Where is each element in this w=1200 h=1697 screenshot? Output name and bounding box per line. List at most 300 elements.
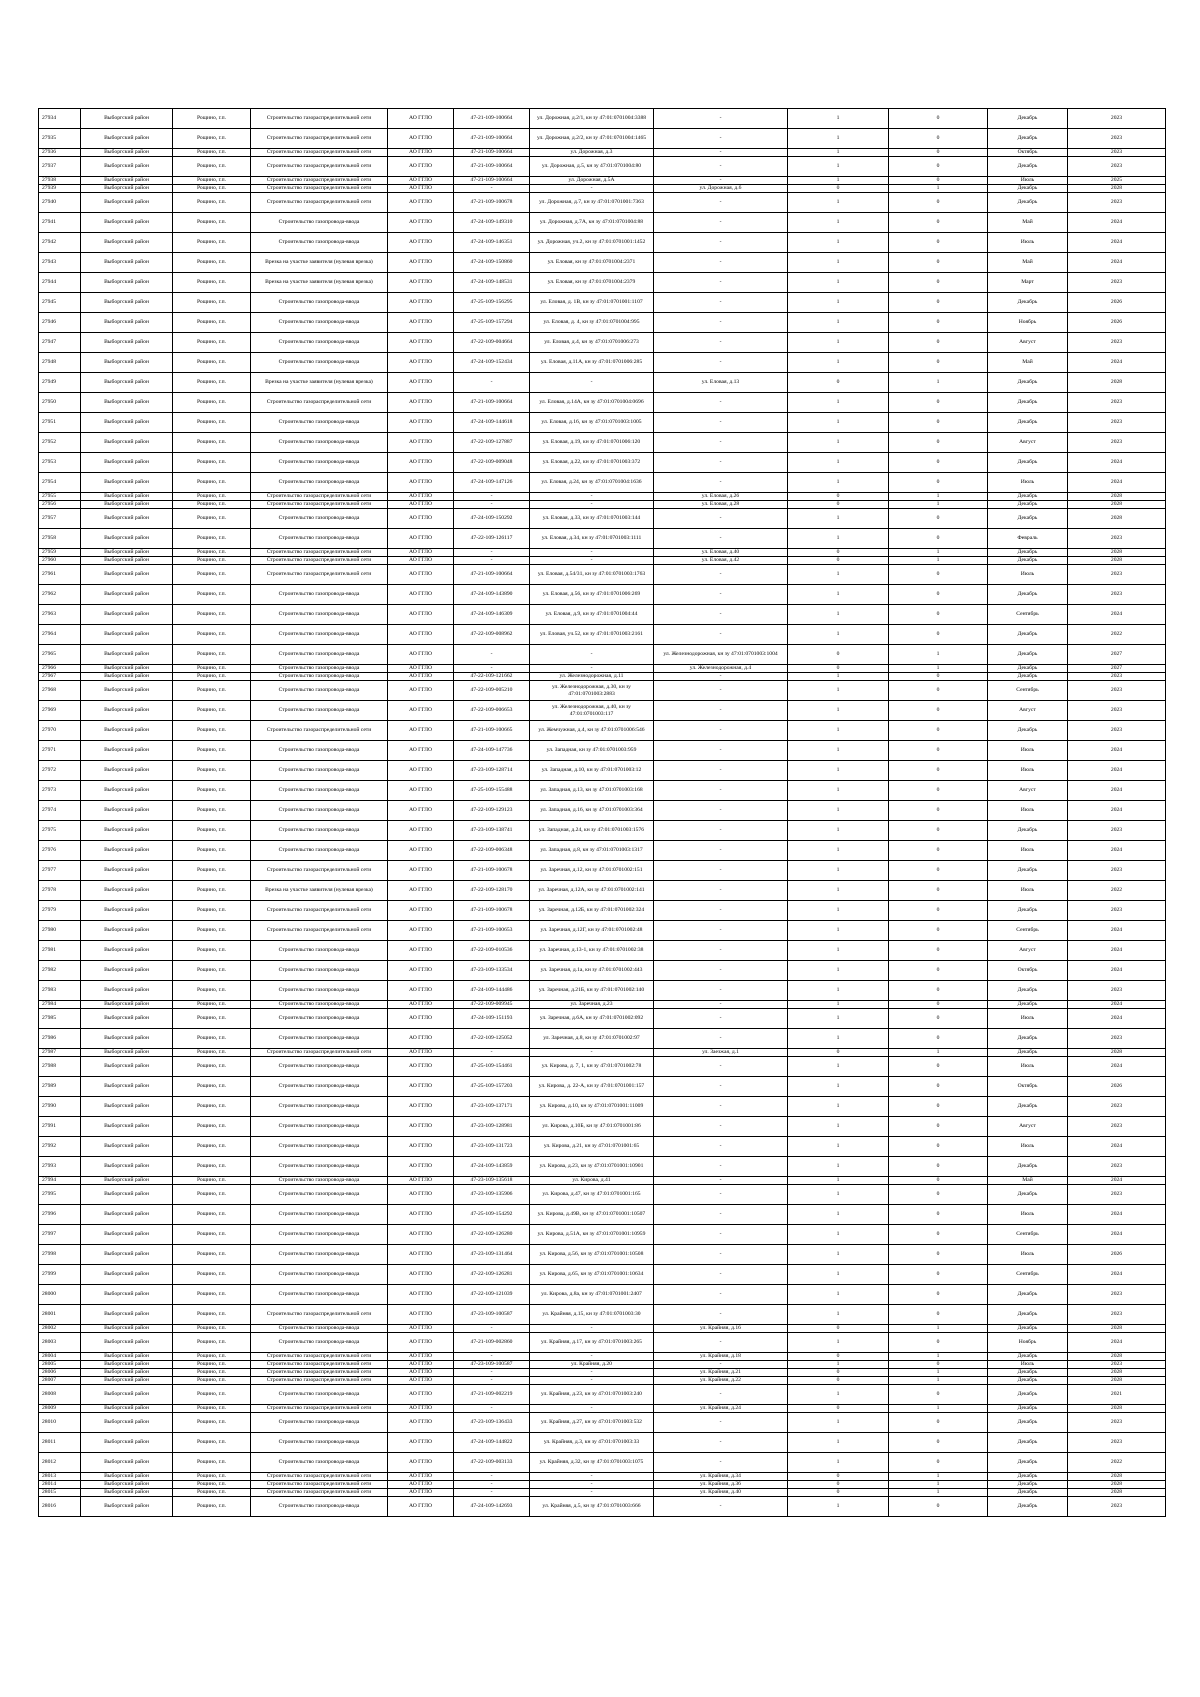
table-row bbox=[39, 549, 1166, 557]
cell-count-connected: 1 bbox=[788, 721, 889, 741]
cell-year: 2024 bbox=[1068, 1333, 1166, 1353]
cell-row-number: 27989 bbox=[39, 1077, 81, 1097]
cell-address-cadastral: ул. Еловая, д.14А, кн зу 47:01:0701004:0696 bbox=[530, 393, 654, 413]
cell-application-number: 47-22-109-126280 bbox=[454, 1225, 530, 1245]
cell-year: 2028 bbox=[1068, 493, 1166, 501]
cell-count-planned: 1 bbox=[889, 1369, 988, 1377]
cell-address-planned: - bbox=[654, 157, 788, 177]
cell-application-number: 47-25-109-156295 bbox=[454, 293, 530, 313]
cell-row-number: 27934 bbox=[39, 109, 81, 129]
cell-month: Сентябрь bbox=[988, 681, 1068, 701]
table-row bbox=[39, 1117, 1166, 1137]
cell-settlement: Рощино, г.п. bbox=[173, 1473, 251, 1481]
cell-district: Выборгский район bbox=[81, 1353, 173, 1361]
cell-organization: АО ГГЛО bbox=[388, 1057, 454, 1077]
cell-count-planned: 0 bbox=[889, 393, 988, 413]
cell-settlement: Рощино, г.п. bbox=[173, 393, 251, 413]
cell-count-planned: 1 bbox=[889, 1489, 988, 1497]
cell-settlement: Рощино, г.п. bbox=[173, 1433, 251, 1453]
cell-application-number: 47-22-109-009048 bbox=[454, 453, 530, 473]
cell-month: Ноябрь bbox=[988, 1333, 1068, 1353]
cell-year: 2024 bbox=[1068, 253, 1166, 273]
cell-row-number: 27971 bbox=[39, 741, 81, 761]
cell-district: Выборгский район bbox=[81, 393, 173, 413]
cell-application-number: 47-25-109-157294 bbox=[454, 313, 530, 333]
cell-count-connected: 1 bbox=[788, 1177, 889, 1185]
cell-address-planned: - bbox=[654, 1305, 788, 1325]
cell-settlement: Рощино, г.п. bbox=[173, 373, 251, 393]
cell-row-number: 27958 bbox=[39, 529, 81, 549]
cell-work-type: Строительство газораспределительной сети bbox=[251, 177, 388, 185]
cell-work-type: Строительство газораспределительной сети bbox=[251, 1377, 388, 1385]
cell-organization: АО ГГЛО bbox=[388, 453, 454, 473]
cell-row-number: 27940 bbox=[39, 193, 81, 213]
cell-settlement: Рощино, г.п. bbox=[173, 605, 251, 625]
cell-organization: АО ГГЛО bbox=[388, 821, 454, 841]
cell-organization: АО ГГЛО bbox=[388, 509, 454, 529]
cell-month: Декабрь bbox=[988, 1413, 1068, 1433]
cell-count-connected: 1 bbox=[788, 941, 889, 961]
cell-application-number: 47-25-109-154292 bbox=[454, 1205, 530, 1225]
cell-address-cadastral: ул. Еловая, д.19, кн зу 47:01:0701006:120 bbox=[530, 433, 654, 453]
cell-count-planned: 0 bbox=[889, 273, 988, 293]
table-row bbox=[39, 1453, 1166, 1473]
cell-address-planned: ул. Крайняя, д.21 bbox=[654, 1369, 788, 1377]
cell-address-cadastral: ул. Еловая, д.11А, кн зу 47:01:0701006:285 bbox=[530, 353, 654, 373]
cell-count-planned: 0 bbox=[889, 565, 988, 585]
cell-address-planned: - bbox=[654, 721, 788, 741]
table-row bbox=[39, 313, 1166, 333]
cell-month: Август bbox=[988, 433, 1068, 453]
cell-month: Май bbox=[988, 253, 1068, 273]
table-row bbox=[39, 1205, 1166, 1225]
cell-address-planned: - bbox=[654, 605, 788, 625]
cell-year: 2023 bbox=[1068, 861, 1166, 881]
cell-settlement: Рощино, г.п. bbox=[173, 1413, 251, 1433]
cell-address-planned: ул. Еловая, д.28 bbox=[654, 501, 788, 509]
cell-organization: АО ГГЛО bbox=[388, 557, 454, 565]
cell-address-cadastral: ул. Заречная, д.8, кн зу 47:01:0701002:97 bbox=[530, 1029, 654, 1049]
table-row bbox=[39, 761, 1166, 781]
cell-address-planned: - bbox=[654, 193, 788, 213]
cell-application-number: 47-23-109-131464 bbox=[454, 1245, 530, 1265]
cell-organization: АО ГГЛО bbox=[388, 1049, 454, 1057]
cell-organization: АО ГГЛО bbox=[388, 353, 454, 373]
cell-address-cadastral: - bbox=[530, 1353, 654, 1361]
cell-count-planned: 1 bbox=[889, 1405, 988, 1413]
cell-settlement: Рощино, г.п. bbox=[173, 1369, 251, 1377]
cell-year: 2024 bbox=[1068, 213, 1166, 233]
cell-row-number: 27973 bbox=[39, 781, 81, 801]
cell-application-number: 47-22-109-121039 bbox=[454, 1285, 530, 1305]
table-row bbox=[39, 941, 1166, 961]
cell-organization: АО ГГЛО bbox=[388, 1137, 454, 1157]
cell-row-number: 28013 bbox=[39, 1473, 81, 1481]
cell-address-planned: - bbox=[654, 1009, 788, 1029]
cell-settlement: Рощино, г.п. bbox=[173, 473, 251, 493]
cell-application-number: 47-24-109-142693 bbox=[454, 1497, 530, 1517]
cell-organization: АО ГГЛО bbox=[388, 1369, 454, 1377]
cell-work-type: Строительство газопровода-ввода bbox=[251, 1453, 388, 1473]
cell-address-planned: ул. Крайняя, д.36 bbox=[654, 1481, 788, 1489]
cell-address-planned: - bbox=[654, 861, 788, 881]
cell-count-planned: 0 bbox=[889, 1097, 988, 1117]
cell-month: Июль bbox=[988, 1009, 1068, 1029]
cell-count-connected: 1 bbox=[788, 433, 889, 453]
cell-year: 2023 bbox=[1068, 149, 1166, 157]
cell-district: Выборгский район bbox=[81, 681, 173, 701]
cell-count-planned: 0 bbox=[889, 509, 988, 529]
cell-application-number: 47-21-109-100664 bbox=[454, 565, 530, 585]
cell-address-planned: - bbox=[654, 1097, 788, 1117]
cell-settlement: Рощино, г.п. bbox=[173, 177, 251, 185]
cell-address-planned: - bbox=[654, 1057, 788, 1077]
table-row bbox=[39, 585, 1166, 605]
cell-address-cadastral: ул. Железнодорожная, д.30, кн зу 47:01:0701003:2883 bbox=[530, 681, 654, 701]
cell-count-planned: 0 bbox=[889, 721, 988, 741]
cell-row-number: 27957 bbox=[39, 509, 81, 529]
cell-district: Выборгский район bbox=[81, 1377, 173, 1385]
cell-month: Декабрь bbox=[988, 585, 1068, 605]
cell-row-number: 27964 bbox=[39, 625, 81, 645]
cell-year: 2023 bbox=[1068, 1029, 1166, 1049]
cell-count-connected: 1 bbox=[788, 333, 889, 353]
cell-work-type: Строительство газопровода-ввода bbox=[251, 529, 388, 549]
cell-month: Июль bbox=[988, 1137, 1068, 1157]
cell-count-connected: 0 bbox=[788, 1489, 889, 1497]
cell-row-number: 27980 bbox=[39, 921, 81, 941]
cell-month: Август bbox=[988, 1117, 1068, 1137]
cell-month: Июль bbox=[988, 1057, 1068, 1077]
cell-year: 2026 bbox=[1068, 293, 1166, 313]
cell-address-planned: ул. Крайняя, д.22 bbox=[654, 1377, 788, 1385]
cell-district: Выборгский район bbox=[81, 781, 173, 801]
table-row bbox=[39, 1405, 1166, 1413]
cell-district: Выборгский район bbox=[81, 565, 173, 585]
cell-district: Выборгский район bbox=[81, 961, 173, 981]
cell-month: Декабрь bbox=[988, 157, 1068, 177]
cell-row-number: 28010 bbox=[39, 1413, 81, 1433]
cell-district: Выборгский район bbox=[81, 413, 173, 433]
cell-row-number: 27939 bbox=[39, 185, 81, 193]
cell-year: 2023 bbox=[1068, 109, 1166, 129]
cell-month: Июль bbox=[988, 473, 1068, 493]
cell-count-planned: 1 bbox=[889, 373, 988, 393]
cell-address-planned: - bbox=[654, 961, 788, 981]
cell-district: Выборгский район bbox=[81, 177, 173, 185]
cell-organization: АО ГГЛО bbox=[388, 1453, 454, 1473]
cell-year: 2023 bbox=[1068, 1097, 1166, 1117]
table-row bbox=[39, 1385, 1166, 1405]
cell-district: Выборгский район bbox=[81, 501, 173, 509]
cell-address-planned: - bbox=[654, 821, 788, 841]
cell-work-type: Строительство газопровода-ввода bbox=[251, 1185, 388, 1205]
cell-organization: АО ГГЛО bbox=[388, 1385, 454, 1405]
cell-address-planned: ул. Еловая, д.42 bbox=[654, 557, 788, 565]
cell-count-planned: 0 bbox=[889, 1117, 988, 1137]
cell-count-planned: 0 bbox=[889, 1265, 988, 1285]
cell-application-number: 47-24-109-143890 bbox=[454, 585, 530, 605]
table-row bbox=[39, 565, 1166, 585]
table-row bbox=[39, 781, 1166, 801]
cell-count-connected: 1 bbox=[788, 881, 889, 901]
cell-address-planned: - bbox=[654, 1225, 788, 1245]
cell-year: 2024 bbox=[1068, 453, 1166, 473]
cell-address-planned: ул. Крайняя, д.18 bbox=[654, 1353, 788, 1361]
cell-year: 2023 bbox=[1068, 585, 1166, 605]
table-row bbox=[39, 1265, 1166, 1285]
cell-work-type: Врезка на участке заявителя (нулевая врезка) bbox=[251, 273, 388, 293]
cell-count-planned: 0 bbox=[889, 625, 988, 645]
cell-count-connected: 1 bbox=[788, 1029, 889, 1049]
cell-district: Выборгский район bbox=[81, 213, 173, 233]
cell-organization: АО ГГЛО bbox=[388, 881, 454, 901]
table-row bbox=[39, 1077, 1166, 1097]
cell-settlement: Рощино, г.п. bbox=[173, 1497, 251, 1517]
cell-settlement: Рощино, г.п. bbox=[173, 901, 251, 921]
table-row bbox=[39, 1137, 1166, 1157]
cell-year: 2028 bbox=[1068, 501, 1166, 509]
cell-count-planned: 0 bbox=[889, 1057, 988, 1077]
cell-application-number: 47-22-109-126117 bbox=[454, 529, 530, 549]
cell-settlement: Рощино, г.п. bbox=[173, 1361, 251, 1369]
cell-month: Декабрь bbox=[988, 109, 1068, 129]
cell-settlement: Рощино, г.п. bbox=[173, 585, 251, 605]
cell-count-planned: 1 bbox=[889, 185, 988, 193]
cell-application-number: 47-24-109-146351 bbox=[454, 233, 530, 253]
cell-address-cadastral: ул. Кирова, д. 7, 1, кн зу 47:01:0701002:78 bbox=[530, 1057, 654, 1077]
cell-work-type: Строительство газопровода-ввода bbox=[251, 941, 388, 961]
cell-district: Выборгский район bbox=[81, 841, 173, 861]
cell-month: Декабрь bbox=[988, 861, 1068, 881]
cell-work-type: Строительство газораспределительной сети bbox=[251, 1489, 388, 1497]
cell-year: 2027 bbox=[1068, 665, 1166, 673]
cell-count-planned: 0 bbox=[889, 433, 988, 453]
cell-application-number: 47-22-109-006653 bbox=[454, 701, 530, 721]
cell-settlement: Рощино, г.п. bbox=[173, 433, 251, 453]
cell-application-number: - bbox=[454, 493, 530, 501]
cell-count-planned: 1 bbox=[889, 645, 988, 665]
cell-work-type: Строительство газораспределительной сети bbox=[251, 109, 388, 129]
cell-year: 2023 bbox=[1068, 1305, 1166, 1325]
cell-work-type: Строительство газопровода-ввода bbox=[251, 1029, 388, 1049]
cell-application-number: 47-24-109-147736 bbox=[454, 741, 530, 761]
cell-count-planned: 0 bbox=[889, 1305, 988, 1325]
cell-count-connected: 1 bbox=[788, 1077, 889, 1097]
cell-application-number: 47-22-109-128170 bbox=[454, 881, 530, 901]
cell-application-number: 47-22-109-125052 bbox=[454, 1029, 530, 1049]
cell-application-number: 47-24-109-144618 bbox=[454, 413, 530, 433]
cell-work-type: Строительство газопровода-ввода bbox=[251, 585, 388, 605]
cell-year: 2026 bbox=[1068, 1077, 1166, 1097]
cell-address-cadastral: ул. Железнодорожная, д.11 bbox=[530, 673, 654, 681]
table-row bbox=[39, 353, 1166, 373]
cell-work-type: Строительство газопровода-ввода bbox=[251, 701, 388, 721]
cell-organization: АО ГГЛО bbox=[388, 549, 454, 557]
cell-settlement: Рощино, г.п. bbox=[173, 1305, 251, 1325]
cell-district: Выборгский район bbox=[81, 1265, 173, 1285]
cell-district: Выборгский район bbox=[81, 313, 173, 333]
cell-settlement: Рощино, г.п. bbox=[173, 129, 251, 149]
cell-district: Выборгский район bbox=[81, 129, 173, 149]
cell-count-connected: 1 bbox=[788, 961, 889, 981]
cell-row-number: 27936 bbox=[39, 149, 81, 157]
cell-address-planned: - bbox=[654, 453, 788, 473]
cell-address-planned: - bbox=[654, 841, 788, 861]
cell-count-planned: 0 bbox=[889, 921, 988, 941]
cell-application-number: 47-21-109-002219 bbox=[454, 1385, 530, 1405]
cell-address-cadastral: ул. Кирова, д.23, кн зу 47:01:0701001:10901 bbox=[530, 1157, 654, 1177]
cell-address-cadastral: ул. Кирова, д.21, кн зу 47:01:0701001:65 bbox=[530, 1137, 654, 1157]
cell-application-number: 47-23-109-100587 bbox=[454, 1305, 530, 1325]
cell-district: Выборгский район bbox=[81, 1205, 173, 1225]
cell-address-planned: - bbox=[654, 177, 788, 185]
cell-count-connected: 1 bbox=[788, 565, 889, 585]
cell-district: Выборгский район bbox=[81, 741, 173, 761]
cell-year: 2023 bbox=[1068, 1117, 1166, 1137]
cell-row-number: 27955 bbox=[39, 493, 81, 501]
cell-count-connected: 1 bbox=[788, 509, 889, 529]
cell-organization: АО ГГЛО bbox=[388, 193, 454, 213]
cell-count-connected: 1 bbox=[788, 1157, 889, 1177]
cell-count-connected: 0 bbox=[788, 1049, 889, 1057]
cell-row-number: 27985 bbox=[39, 1009, 81, 1029]
cell-district: Выборгский район bbox=[81, 353, 173, 373]
cell-organization: АО ГГЛО bbox=[388, 1353, 454, 1361]
cell-work-type: Строительство газораспределительной сети bbox=[251, 493, 388, 501]
cell-district: Выборгский район bbox=[81, 157, 173, 177]
cell-address-cadastral: ул. Крайняя, д.20 bbox=[530, 1361, 654, 1369]
cell-month: Май bbox=[988, 213, 1068, 233]
cell-work-type: Строительство газопровода-ввода bbox=[251, 1177, 388, 1185]
cell-row-number: 27947 bbox=[39, 333, 81, 353]
cell-row-number: 28004 bbox=[39, 1353, 81, 1361]
cell-district: Выборгский район bbox=[81, 1029, 173, 1049]
cell-work-type: Строительство газораспределительной сети bbox=[251, 1481, 388, 1489]
cell-month: Июль bbox=[988, 741, 1068, 761]
cell-year: 2027 bbox=[1068, 645, 1166, 665]
cell-count-planned: 1 bbox=[889, 557, 988, 565]
cell-address-cadastral: ул. Западная, д.24, кн зу 47:01:0701003:1576 bbox=[530, 821, 654, 841]
cell-month: Декабрь bbox=[988, 901, 1068, 921]
cell-work-type: Строительство газопровода-ввода bbox=[251, 761, 388, 781]
cell-settlement: Рощино, г.п. bbox=[173, 557, 251, 565]
gasification-table bbox=[38, 108, 1166, 1517]
cell-count-connected: 1 bbox=[788, 1137, 889, 1157]
table-row bbox=[39, 557, 1166, 565]
cell-count-planned: 0 bbox=[889, 293, 988, 313]
table-row bbox=[39, 1097, 1166, 1117]
cell-address-planned: - bbox=[654, 1245, 788, 1265]
cell-year: 2023 bbox=[1068, 129, 1166, 149]
cell-address-cadastral: - bbox=[530, 665, 654, 673]
cell-work-type: Строительство газопровода-ввода bbox=[251, 1157, 388, 1177]
cell-count-planned: 0 bbox=[889, 313, 988, 333]
cell-count-connected: 0 bbox=[788, 185, 889, 193]
cell-address-planned: - bbox=[654, 761, 788, 781]
cell-settlement: Рощино, г.п. bbox=[173, 1377, 251, 1385]
cell-count-planned: 0 bbox=[889, 605, 988, 625]
cell-address-cadastral: ул. Еловая, кн зу 47:01:0701004:2379 bbox=[530, 273, 654, 293]
cell-year: 2023 bbox=[1068, 1361, 1166, 1369]
cell-year: 2028 bbox=[1068, 549, 1166, 557]
cell-row-number: 27953 bbox=[39, 453, 81, 473]
cell-district: Выборгский район bbox=[81, 1049, 173, 1057]
cell-application-number: 47-22-109-003133 bbox=[454, 1453, 530, 1473]
cell-work-type: Строительство газопровода-ввода bbox=[251, 313, 388, 333]
cell-settlement: Рощино, г.п. bbox=[173, 673, 251, 681]
cell-work-type: Врезка на участке заявителя (нулевая врезка) bbox=[251, 881, 388, 901]
cell-count-planned: 0 bbox=[889, 1361, 988, 1369]
cell-address-planned: - bbox=[654, 509, 788, 529]
cell-work-type: Строительство газопровода-ввода bbox=[251, 605, 388, 625]
cell-address-planned: - bbox=[654, 1185, 788, 1205]
cell-month: Май bbox=[988, 1177, 1068, 1185]
cell-count-connected: 0 bbox=[788, 1369, 889, 1377]
cell-application-number: 47-21-109-100678 bbox=[454, 861, 530, 881]
cell-application-number: 47-24-109-148531 bbox=[454, 273, 530, 293]
cell-application-number: 47-21-109-100678 bbox=[454, 193, 530, 213]
cell-application-number: 47-25-109-157203 bbox=[454, 1077, 530, 1097]
cell-work-type: Строительство газораспределительной сети bbox=[251, 157, 388, 177]
cell-count-connected: 1 bbox=[788, 293, 889, 313]
cell-row-number: 27943 bbox=[39, 253, 81, 273]
cell-organization: АО ГГЛО bbox=[388, 741, 454, 761]
cell-district: Выборгский район bbox=[81, 273, 173, 293]
cell-address-planned: ул. Крайняя, д.40 bbox=[654, 1489, 788, 1497]
cell-settlement: Рощино, г.п. bbox=[173, 1177, 251, 1185]
cell-work-type: Строительство газораспределительной сети bbox=[251, 1473, 388, 1481]
cell-count-connected: 1 bbox=[788, 605, 889, 625]
cell-count-connected: 1 bbox=[788, 673, 889, 681]
cell-year: 2023 bbox=[1068, 393, 1166, 413]
cell-count-connected: 1 bbox=[788, 625, 889, 645]
cell-address-cadastral: - bbox=[530, 1049, 654, 1057]
cell-address-cadastral: ул. Дорожная, д.3 bbox=[530, 149, 654, 157]
cell-address-planned: ул. Еловая, д.13 bbox=[654, 373, 788, 393]
cell-work-type: Строительство газораспределительной сети bbox=[251, 1369, 388, 1377]
cell-work-type: Строительство газораспределительной сети bbox=[251, 129, 388, 149]
cell-row-number: 28006 bbox=[39, 1369, 81, 1377]
cell-count-planned: 1 bbox=[889, 1353, 988, 1361]
cell-count-planned: 1 bbox=[889, 1481, 988, 1489]
cell-address-cadastral: ул. Заречная, д.12Б, кн зу 47:01:0701002:324 bbox=[530, 901, 654, 921]
cell-month: Июль bbox=[988, 1245, 1068, 1265]
cell-organization: АО ГГЛО bbox=[388, 1185, 454, 1205]
cell-work-type: Строительство газопровода-ввода bbox=[251, 1009, 388, 1029]
table-row bbox=[39, 901, 1166, 921]
cell-address-cadastral: ул. Кирова, д. 22-А, кн зу 47:01:0701001:157 bbox=[530, 1077, 654, 1097]
cell-application-number: - bbox=[454, 1369, 530, 1377]
cell-district: Выборгский район bbox=[81, 549, 173, 557]
cell-organization: АО ГГЛО bbox=[388, 529, 454, 549]
cell-count-connected: 1 bbox=[788, 1385, 889, 1405]
cell-count-planned: 0 bbox=[889, 981, 988, 1001]
cell-row-number: 28015 bbox=[39, 1489, 81, 1497]
cell-year: 2023 bbox=[1068, 433, 1166, 453]
cell-count-planned: 0 bbox=[889, 253, 988, 273]
cell-work-type: Строительство газопровода-ввода bbox=[251, 781, 388, 801]
table-row bbox=[39, 1473, 1166, 1481]
cell-count-planned: 0 bbox=[889, 333, 988, 353]
cell-count-planned: 0 bbox=[889, 1009, 988, 1029]
cell-work-type: Строительство газопровода-ввода bbox=[251, 333, 388, 353]
cell-application-number: - bbox=[454, 1377, 530, 1385]
table-row bbox=[39, 801, 1166, 821]
cell-application-number: - bbox=[454, 665, 530, 673]
cell-application-number: 47-23-109-100587 bbox=[454, 1361, 530, 1369]
cell-address-cadastral: ул. Заречная, д.1а, кн зу 47:01:0701002:443 bbox=[530, 961, 654, 981]
